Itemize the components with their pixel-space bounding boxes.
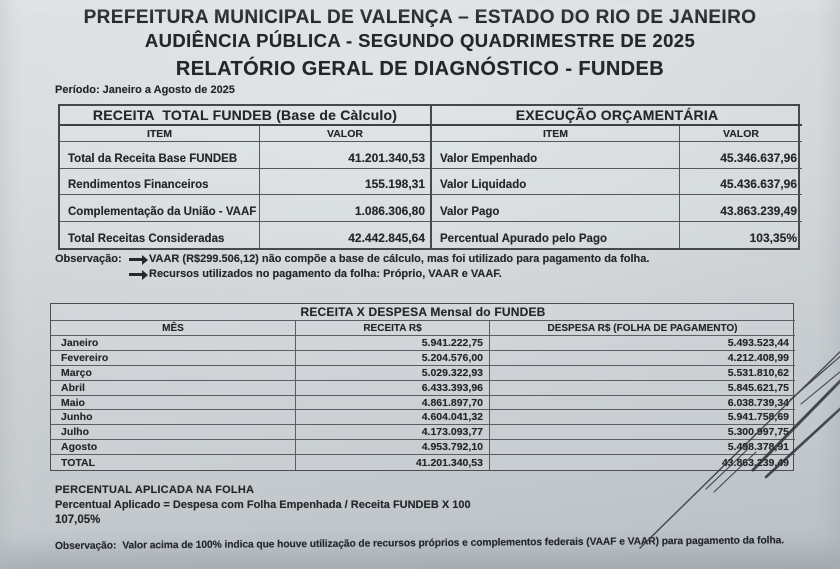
document-title-line1: PREFEITURA MUNICIPAL DE VALENÇA – ESTADO DO RIO DE JANEIRO: [83, 7, 757, 28]
summary-table: [58, 104, 800, 250]
observation-line: [129, 267, 775, 282]
table-cell-total: TOTAL: [51, 455, 296, 470]
footer-heading: PERCENTUAL APLICADA NA FOLHA: [55, 484, 255, 496]
observation-text: Recursos utilizados no pagamento da folha: Próprio, VAAR e VAAF.: [149, 268, 502, 280]
table-cell: 6.433.393,96: [296, 381, 490, 396]
table-cell: 103,35%: [749, 231, 797, 245]
table-cell: 4.212.408,99: [490, 351, 795, 366]
table-cell: 4.861.897,70: [296, 396, 490, 411]
observation-line: [129, 252, 775, 267]
table-cell: 5.531.810,62: [490, 366, 795, 381]
table-cell: 5.941.222,75: [296, 336, 490, 351]
footer-formula: Percentual Aplicado = Despesa com Folha Empenhada / Receita FUNDEB X 100: [55, 499, 471, 511]
footer-percent: 107,05%: [55, 514, 101, 526]
table-cell: 43.863.239,49: [680, 195, 802, 222]
table-cell: Total da Receita Base FUNDEB: [60, 142, 260, 169]
observation-block: [55, 252, 775, 282]
table-cell: Abril: [51, 381, 296, 396]
table-cell: 4.173.093,77: [296, 425, 490, 440]
table-cell: Fevereiro: [51, 351, 296, 366]
observation-label: Observação:: [55, 253, 122, 265]
observation-label: Observação:: [54, 540, 117, 552]
table-cell: Agosto: [51, 440, 296, 455]
monthly-table: [50, 303, 794, 471]
period-label: Período: Janeiro a Agosto de 2025: [55, 84, 235, 96]
column-header: VALOR: [680, 126, 802, 142]
table-cell-total: 43.863.239,49: [721, 456, 789, 469]
column-header: RECEITA R$: [296, 321, 490, 336]
column-header: ITEM: [432, 126, 680, 142]
table-cell: Julho: [51, 425, 296, 440]
table-cell: 6.038.739,34: [490, 396, 795, 411]
table-cell: 5.498.378,91: [490, 440, 795, 455]
column-header: ITEM: [60, 126, 260, 142]
table-cell: 5.204.576,00: [296, 351, 490, 366]
arrow-right-icon: [129, 258, 142, 262]
summary-left-title: RECEITA TOTAL FUNDEB (Base de Càlculo): [60, 106, 432, 126]
table-cell: 4.604.041,32: [296, 410, 490, 425]
table-cell: Total Receitas Consideradas: [60, 222, 260, 249]
table-cell: Complementação da União - VAAF: [60, 195, 260, 222]
observation-text: VAAR (R$299.506,12) não compõe a base de cálculo, mas foi utilizado para pagamento da folha.: [149, 253, 650, 265]
arrow-right-icon: [129, 273, 142, 277]
table-cell-total: 41.201.340,53: [296, 455, 490, 470]
table-cell: Percentual Apurado pelo Pago: [432, 222, 680, 249]
column-header: VALOR: [260, 126, 432, 142]
table-cell: 45.346.637,96: [680, 142, 802, 169]
table-cell: Valor Pago: [432, 195, 680, 222]
table-cell: Janeiro: [51, 336, 296, 351]
footer-observation: [55, 535, 795, 552]
table-cell: 41.201.340,53: [260, 142, 432, 169]
table-cell: 1.086.306,80: [260, 195, 432, 222]
table-cell: 155.198,31: [260, 169, 432, 196]
monthly-table-title: RECEITA X DESPESA Mensal do FUNDEB: [51, 304, 795, 321]
table-cell: 42.442.845,64: [260, 222, 432, 249]
table-cell: Maio: [51, 396, 296, 411]
column-header: MÊS: [51, 321, 296, 336]
table-cell: 45.436.637,96: [680, 169, 802, 196]
table-cell: Valor Liquidado: [432, 169, 680, 196]
table-cell: Valor Empenhado: [432, 142, 680, 169]
table-cell: Junho: [51, 410, 296, 425]
summary-right-title: EXECUÇÃO ORÇAMENTÁRIA: [432, 106, 802, 126]
observation-text: Valor acima de 100% indica que houve utilização de recursos próprios e complementos federais (VAAF e VAAR) para pagamento da folha.: [122, 535, 785, 552]
table-cell: 5.941.758,69: [490, 410, 795, 425]
column-header: DESPESA R$ (FOLHA DE PAGAMENTO): [490, 321, 795, 336]
table-cell: Março: [51, 366, 296, 381]
table-cell: 5.300.997,75: [490, 425, 795, 440]
document-title-line2: AUDIÊNCIA PÚBLICA - SEGUNDO QUADRIMESTRE DE 2025: [144, 30, 696, 51]
table-cell: Rendimentos Financeiros: [60, 169, 260, 196]
table-cell: 5.493.523,44: [490, 336, 795, 351]
table-cell: 5.029.322,93: [296, 366, 490, 381]
report-title: RELATÓRIO GERAL DE DIAGNÓSTICO - FUNDEB: [175, 58, 665, 80]
table-cell: 5.845.621,75: [490, 381, 795, 396]
table-cell: 4.953.792,10: [296, 440, 490, 455]
